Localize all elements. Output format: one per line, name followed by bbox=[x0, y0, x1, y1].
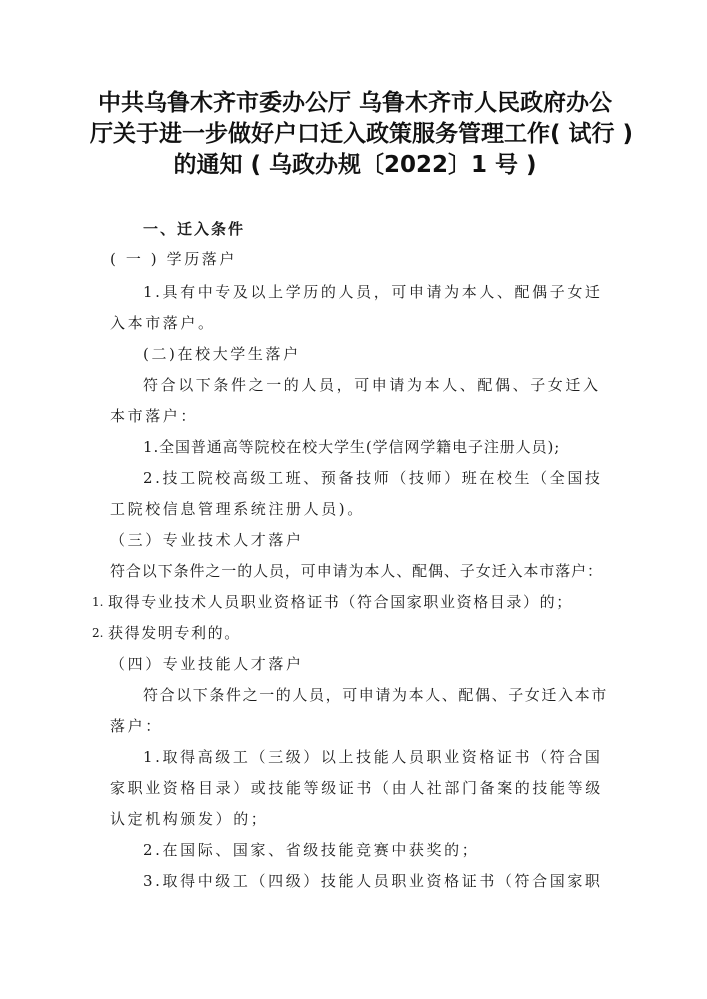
list-number-marker: 1. bbox=[92, 595, 104, 609]
paragraph-line: 家职业资格目录）或技能等级证书（由人社部门备案的技能等级 bbox=[110, 779, 603, 797]
document-title-line-2: 厅关于进一步做好户口迁入政策服务管理工作( 试行 ) bbox=[90, 121, 634, 147]
paragraph-line: 2.技工院校高级工班、预备技师（技师）班在校生（全国技 bbox=[143, 469, 603, 487]
paragraph-line: 符合以下条件之一的人员，可申请为本人、配偶、子女迁入本市落户： bbox=[110, 562, 603, 580]
subsection-heading-education: ( 一 ) 学历落户 bbox=[110, 250, 238, 268]
list-number-marker: 2. bbox=[92, 626, 104, 640]
list-item: 获得发明专利的。 bbox=[108, 624, 241, 642]
paragraph-line: 符合以下条件之一的人员，可申请为本人、配偶、子女迁入本市 bbox=[143, 686, 608, 704]
subsection-heading-students: (二)在校大学生落户 bbox=[143, 345, 301, 363]
paragraph-line: 2.在国际、国家、省级技能竞赛中获奖的； bbox=[143, 841, 480, 859]
paragraph-line: 1.具有中专及以上学历的人员，可申请为本人、配偶子女迁 bbox=[143, 283, 603, 301]
paragraph-line: 本市落户： bbox=[110, 407, 199, 425]
section-heading-conditions: 一、迁入条件 bbox=[143, 220, 246, 238]
paragraph-line: 1.全国普通高等院校在校大学生(学信网学籍电子注册人员); bbox=[143, 438, 561, 456]
subsection-heading-skilled: （四）专业技能人才落户 bbox=[110, 655, 304, 673]
paragraph-line: 3.取得中级工（四级）技能人员职业资格证书（符合国家职 bbox=[143, 872, 603, 890]
paragraph-line: 1.取得高级工（三级）以上技能人员职业资格证书（符合国 bbox=[143, 748, 603, 766]
list-item: 取得专业技术人员职业资格证书（符合国家职业资格目录）的； bbox=[108, 593, 573, 611]
paragraph-line: 认定机构颁发）的； bbox=[110, 810, 269, 828]
paragraph-line: 符合以下条件之一的人员，可申请为本人、配偶、子女迁入 bbox=[143, 376, 601, 394]
paragraph-line: 入本市落户。 bbox=[110, 314, 216, 332]
subsection-heading-professionals: （三）专业技术人才落户 bbox=[110, 531, 304, 549]
document-title-line-3: 的通知 ( 乌政办规〔2022〕1 号 ) bbox=[173, 152, 537, 178]
paragraph-line: 工院校信息管理系统注册人员)。 bbox=[110, 500, 365, 518]
paragraph-line: 落户： bbox=[110, 717, 163, 735]
document-title-line-1: 中共乌鲁木齐市委办公厅 乌鲁木齐市人民政府办公 bbox=[97, 90, 612, 116]
